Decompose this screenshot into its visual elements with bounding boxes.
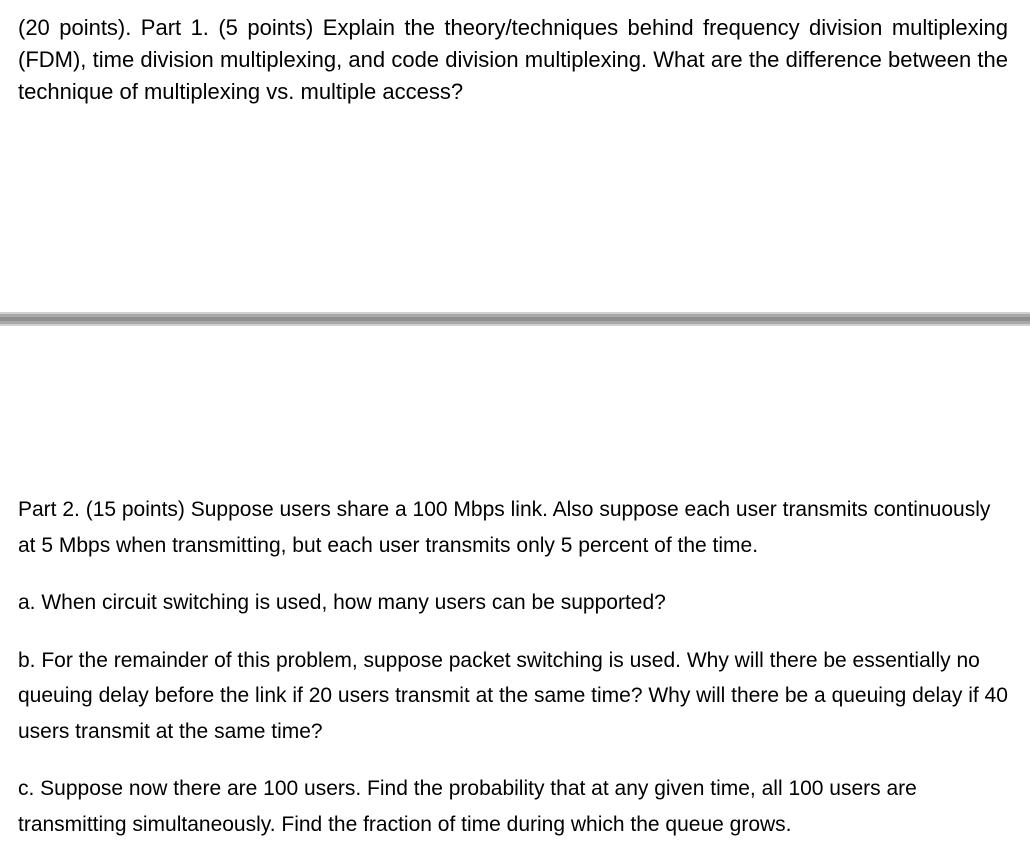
part2-section [18, 492, 1008, 864]
section-divider [0, 312, 1030, 326]
question-c: c. Suppose now there are 100 users. Find the probability that at any given time, all 100 users are transmitting simultaneously. Find the fraction of time during which the queue grows. [18, 777, 917, 836]
question-a: a. When circuit switching is used, how many users can be supported? [18, 591, 666, 614]
part1-question: (20 points). Part 1. (5 points) Explain the theory/techniques behind frequency division multiplexing (FDM), time division multiplexing, and code division multiplexing. What are the difference between the technique of multiplexing vs. multiple access? [18, 15, 1008, 104]
part2-intro: Part 2. (15 points) Suppose users share a 100 Mbps link. Also suppose each user transmits continuously at 5 Mbps when transmitting, but each user transmits only 5 percent of the time. [18, 498, 991, 557]
section-divider-inner [0, 317, 1030, 321]
question-b: b. For the remainder of this problem, suppose packet switching is used. Why will there be essentially no queuing delay before the link if 20 users transmit at the same time? Why will there be a queuing delay if 40 users transmit at the same time? [18, 648, 1008, 743]
